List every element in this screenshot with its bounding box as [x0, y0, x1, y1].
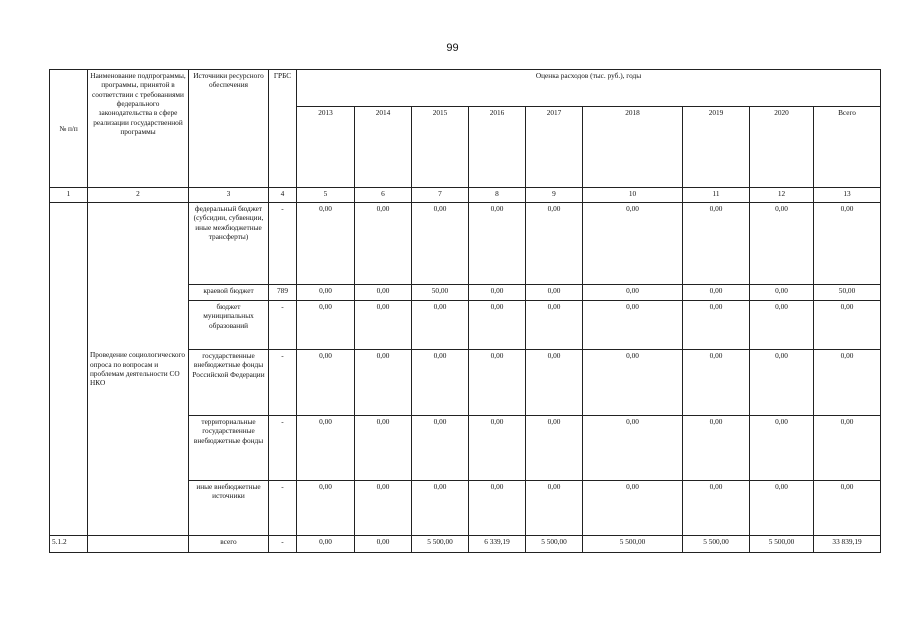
- value-cell: 0,00: [750, 350, 814, 416]
- value-cell: 0,00: [750, 301, 814, 350]
- index-cell: 3: [189, 188, 269, 203]
- index-row: [50, 188, 881, 203]
- index-cell: 8: [469, 188, 526, 203]
- value-cell: 0,00: [412, 350, 469, 416]
- value-cell: 0,00: [750, 203, 814, 285]
- index-cell: 10: [583, 188, 683, 203]
- value-cell: 0,00: [814, 203, 881, 285]
- value-cell: 50,00: [412, 285, 469, 301]
- grbs-cell: -: [269, 481, 297, 536]
- value-cell: 0,00: [297, 481, 355, 536]
- source-cell: территориальные государственные внебюджетные фонды: [189, 416, 269, 481]
- value-cell: 0,00: [583, 481, 683, 536]
- value-cell: 0,00: [683, 301, 750, 350]
- grbs-cell: -: [269, 350, 297, 416]
- value-cell: 5 500,00: [412, 536, 469, 553]
- grbs-cell: 789: [269, 285, 297, 301]
- value-cell: 0,00: [412, 481, 469, 536]
- index-cell: 7: [412, 188, 469, 203]
- index-cell: 12: [750, 188, 814, 203]
- header-no: № п/п: [50, 70, 88, 188]
- value-cell: 0,00: [355, 481, 412, 536]
- grbs-cell: -: [269, 301, 297, 350]
- table-row: [50, 203, 881, 285]
- value-cell: 0,00: [526, 350, 583, 416]
- budget-table: [49, 69, 881, 553]
- value-cell: 0,00: [526, 416, 583, 481]
- value-cell: 0,00: [297, 350, 355, 416]
- source-cell: бюджет муниципальных образований: [189, 301, 269, 350]
- row-name: [88, 536, 189, 553]
- table-row: [50, 536, 881, 553]
- value-cell: 0,00: [355, 416, 412, 481]
- header-grbs: ГРБС: [269, 70, 297, 188]
- value-cell: 0,00: [469, 481, 526, 536]
- index-cell: 4: [269, 188, 297, 203]
- header-source: Источники ресурсного обеспечения: [189, 70, 269, 188]
- value-cell: 0,00: [469, 416, 526, 481]
- year-header: 2013: [297, 107, 355, 188]
- source-cell: краевой бюджет: [189, 285, 269, 301]
- year-header: 2018: [583, 107, 683, 188]
- value-cell: 0,00: [355, 301, 412, 350]
- value-cell: 0,00: [469, 301, 526, 350]
- index-cell: 11: [683, 188, 750, 203]
- source-cell: государственные внебюджетные фонды Российской Федерации: [189, 350, 269, 416]
- year-header: 2016: [469, 107, 526, 188]
- value-cell: 0,00: [683, 285, 750, 301]
- value-cell: 0,00: [412, 203, 469, 285]
- value-cell: 0,00: [750, 416, 814, 481]
- block-no-cell: [50, 203, 88, 536]
- value-cell: 0,00: [526, 203, 583, 285]
- value-cell: 6 339,19: [469, 536, 526, 553]
- index-cell: 1: [50, 188, 88, 203]
- year-header: 2015: [412, 107, 469, 188]
- year-header: 2017: [526, 107, 583, 188]
- value-cell: 0,00: [683, 416, 750, 481]
- value-cell: 0,00: [469, 285, 526, 301]
- grbs-cell: -: [269, 203, 297, 285]
- value-cell: 0,00: [683, 203, 750, 285]
- value-cell: 0,00: [583, 203, 683, 285]
- value-cell: 0,00: [683, 481, 750, 536]
- year-header: 2019: [683, 107, 750, 188]
- value-cell: 0,00: [297, 536, 355, 553]
- index-cell: 6: [355, 188, 412, 203]
- row-number: 5.1.2: [50, 536, 88, 553]
- page-number: 99: [446, 42, 459, 54]
- value-cell: 0,00: [297, 301, 355, 350]
- header-estimate: Оценка расходов (тыс. руб.), годы: [297, 70, 881, 107]
- value-cell: 0,00: [469, 350, 526, 416]
- value-cell: 5 500,00: [750, 536, 814, 553]
- source-cell: всего: [189, 536, 269, 553]
- block-name: Проведение социологического опроса по вопросам и проблемам деятельности СО НКО: [88, 203, 189, 536]
- year-header: Всего: [814, 107, 881, 188]
- value-cell: 0,00: [526, 481, 583, 536]
- value-cell: 0,00: [683, 350, 750, 416]
- source-cell: иные внебюджетные источники: [189, 481, 269, 536]
- value-cell: 0,00: [297, 203, 355, 285]
- year-header: 2020: [750, 107, 814, 188]
- value-cell: 50,00: [814, 285, 881, 301]
- value-cell: 0,00: [814, 350, 881, 416]
- value-cell: 0,00: [583, 350, 683, 416]
- value-cell: 0,00: [814, 416, 881, 481]
- year-header: 2014: [355, 107, 412, 188]
- grbs-cell: -: [269, 536, 297, 553]
- value-cell: 0,00: [355, 285, 412, 301]
- value-cell: 5 500,00: [583, 536, 683, 553]
- grbs-cell: -: [269, 416, 297, 481]
- value-cell: 0,00: [583, 285, 683, 301]
- value-cell: 0,00: [814, 481, 881, 536]
- value-cell: 5 500,00: [683, 536, 750, 553]
- value-cell: 0,00: [355, 536, 412, 553]
- source-cell: федеральный бюджет (субсидии, субвенции, иные межбюджетные трансферты): [189, 203, 269, 285]
- value-cell: 0,00: [526, 285, 583, 301]
- value-cell: 5 500,00: [526, 536, 583, 553]
- value-cell: 33 839,19: [814, 536, 881, 553]
- value-cell: 0,00: [526, 301, 583, 350]
- header-name: Наименование подпрограммы, программы, принятой в соответствии с требованиями федерального законодательства в сфере реализации государственной программы: [88, 70, 189, 188]
- value-cell: 0,00: [355, 350, 412, 416]
- value-cell: 0,00: [412, 301, 469, 350]
- value-cell: 0,00: [355, 203, 412, 285]
- value-cell: 0,00: [583, 416, 683, 481]
- value-cell: 0,00: [583, 301, 683, 350]
- value-cell: 0,00: [814, 301, 881, 350]
- value-cell: 0,00: [469, 203, 526, 285]
- value-cell: 0,00: [412, 416, 469, 481]
- value-cell: 0,00: [750, 481, 814, 536]
- index-cell: 5: [297, 188, 355, 203]
- index-cell: 9: [526, 188, 583, 203]
- index-cell: 13: [814, 188, 881, 203]
- value-cell: 0,00: [297, 416, 355, 481]
- value-cell: 0,00: [750, 285, 814, 301]
- value-cell: 0,00: [297, 285, 355, 301]
- index-cell: 2: [88, 188, 189, 203]
